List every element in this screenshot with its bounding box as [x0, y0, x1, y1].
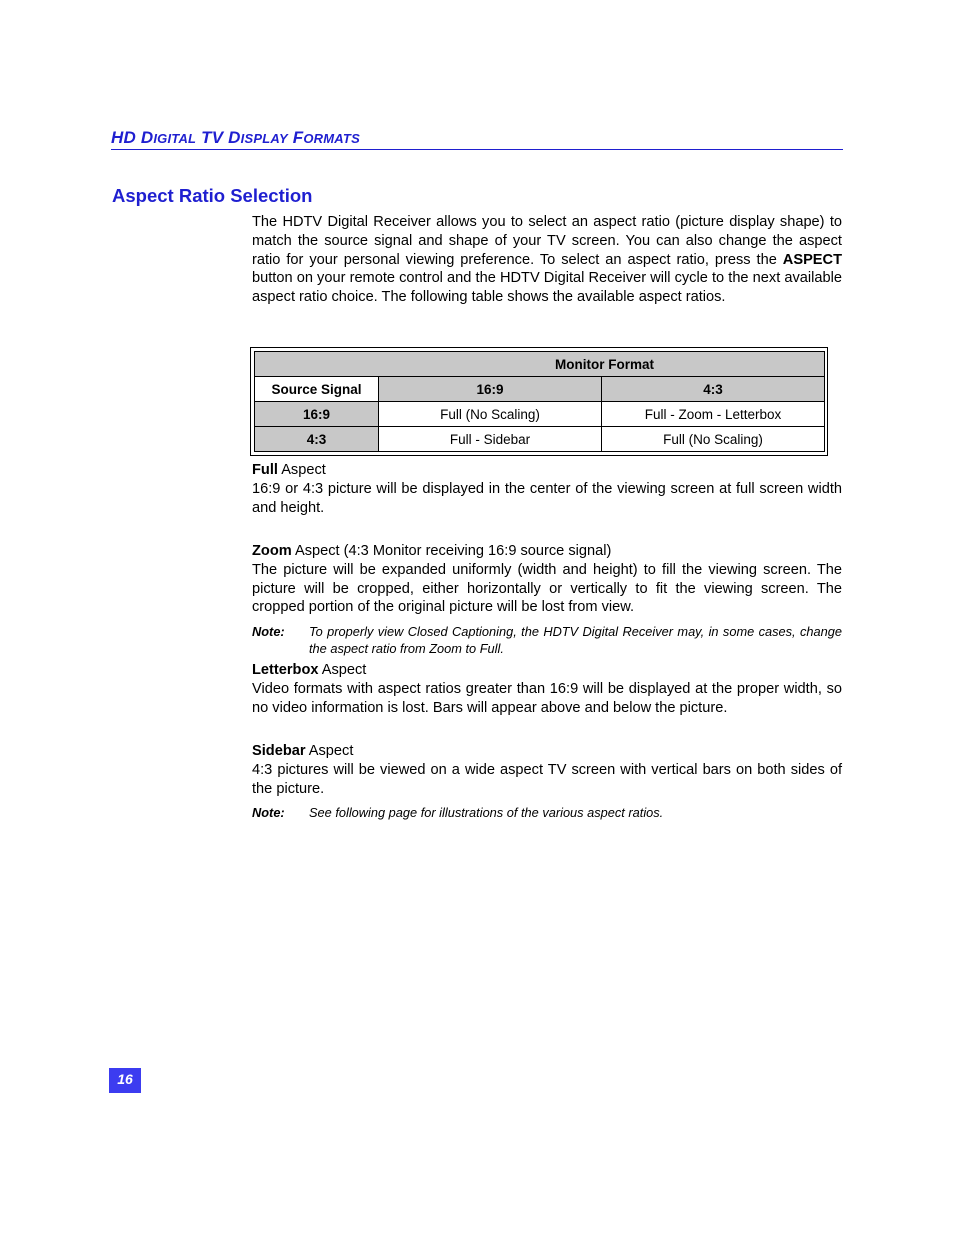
full-aspect-section — [252, 461, 842, 517]
full-aspect-heading — [252, 461, 842, 480]
column-header: 16:9 — [379, 377, 602, 402]
header-part: IGITAL — [153, 131, 197, 146]
heading-rest: Aspect — [277, 462, 326, 478]
header-part: TV D — [196, 128, 241, 147]
heading-bold: Full — [252, 462, 278, 478]
note-text: To properly view Closed Captioning, the HDTV Digital Receiver may, in some cases, change the aspect ratio from Zoom to Full. — [309, 624, 842, 656]
sidebar-aspect-heading — [252, 742, 842, 761]
heading-bold: Zoom — [252, 543, 292, 559]
running-header — [111, 128, 843, 150]
header-part: ORMATS — [303, 131, 360, 146]
row-header: 16:9 — [255, 402, 379, 427]
zoom-aspect-section — [252, 542, 842, 617]
letterbox-aspect-text: Video formats with aspect ratios greater than 16:9 will be displayed at the proper width, so no video information is lost. Bars will appear above and below the picture. — [252, 680, 842, 716]
header-part: F — [287, 128, 304, 147]
table-cell: Full - Zoom - Letterbox — [602, 402, 825, 427]
note-text: See following page for illustrations of the various aspect ratios. — [309, 805, 664, 820]
header-part: ISPLAY — [240, 131, 288, 146]
header-part: HD D — [111, 128, 154, 147]
intro-text: The HDTV Digital Receiver allows you to select an aspect ratio (picture display shape) to match the source signal and shape of your TV screen. You can also change the aspect ratio for your personal viewing preference. To select an aspect ratio, press the — [252, 214, 842, 268]
full-aspect-text: 16:9 or 4:3 picture will be displayed in the center of the viewing screen at full screen width and height. — [252, 480, 842, 516]
zoom-aspect-text: The picture will be expanded uniformly (width and height) to fill the viewing screen. The picture will be cropped, either horizontally or vertically to fit the viewing screen. The cropped portion of the original picture will be lost from view. — [252, 561, 842, 616]
page-number-badge: 16 — [109, 1068, 141, 1093]
heading-bold: Sidebar — [252, 743, 306, 759]
note-label: Note: — [252, 805, 285, 820]
aspect-ratio-table — [250, 347, 828, 456]
column-header: 4:3 — [602, 377, 825, 402]
source-signal-header: Source Signal — [255, 377, 379, 402]
note-illustrations — [252, 804, 842, 821]
table-cell: Full (No Scaling) — [379, 402, 602, 427]
sidebar-aspect-text: 4:3 pictures will be viewed on a wide aspect TV screen with vertical bars on both sides of the picture. — [252, 761, 842, 797]
note-label: Note: — [252, 624, 285, 639]
sidebar-aspect-section — [252, 742, 842, 798]
letterbox-aspect-heading — [252, 661, 842, 680]
table-cell: Full - Sidebar — [379, 427, 602, 452]
section-title: Aspect Ratio Selection — [112, 185, 313, 206]
heading-rest: Aspect — [305, 743, 354, 759]
aspect-button-name: ASPECT — [782, 251, 842, 268]
heading-bold: Letterbox — [252, 662, 319, 678]
intro-paragraph — [252, 213, 842, 307]
intro-text: button on your remote control and the HDTV Digital Receiver will cycle to the next available aspect ratio choice. The following table shows the available aspect ratios. — [252, 270, 842, 306]
heading-rest: Aspect — [318, 662, 367, 678]
table-cell: Full (No Scaling) — [602, 427, 825, 452]
zoom-aspect-heading — [252, 542, 842, 561]
letterbox-aspect-section — [252, 661, 842, 717]
note-closed-captioning — [252, 623, 842, 657]
heading-rest: Aspect (4:3 Monitor receiving 16:9 source signal) — [291, 543, 612, 559]
monitor-format-header: Monitor Format — [255, 352, 825, 377]
format-table — [254, 351, 825, 452]
table-row — [255, 427, 825, 452]
row-header: 4:3 — [255, 427, 379, 452]
table-row — [255, 402, 825, 427]
